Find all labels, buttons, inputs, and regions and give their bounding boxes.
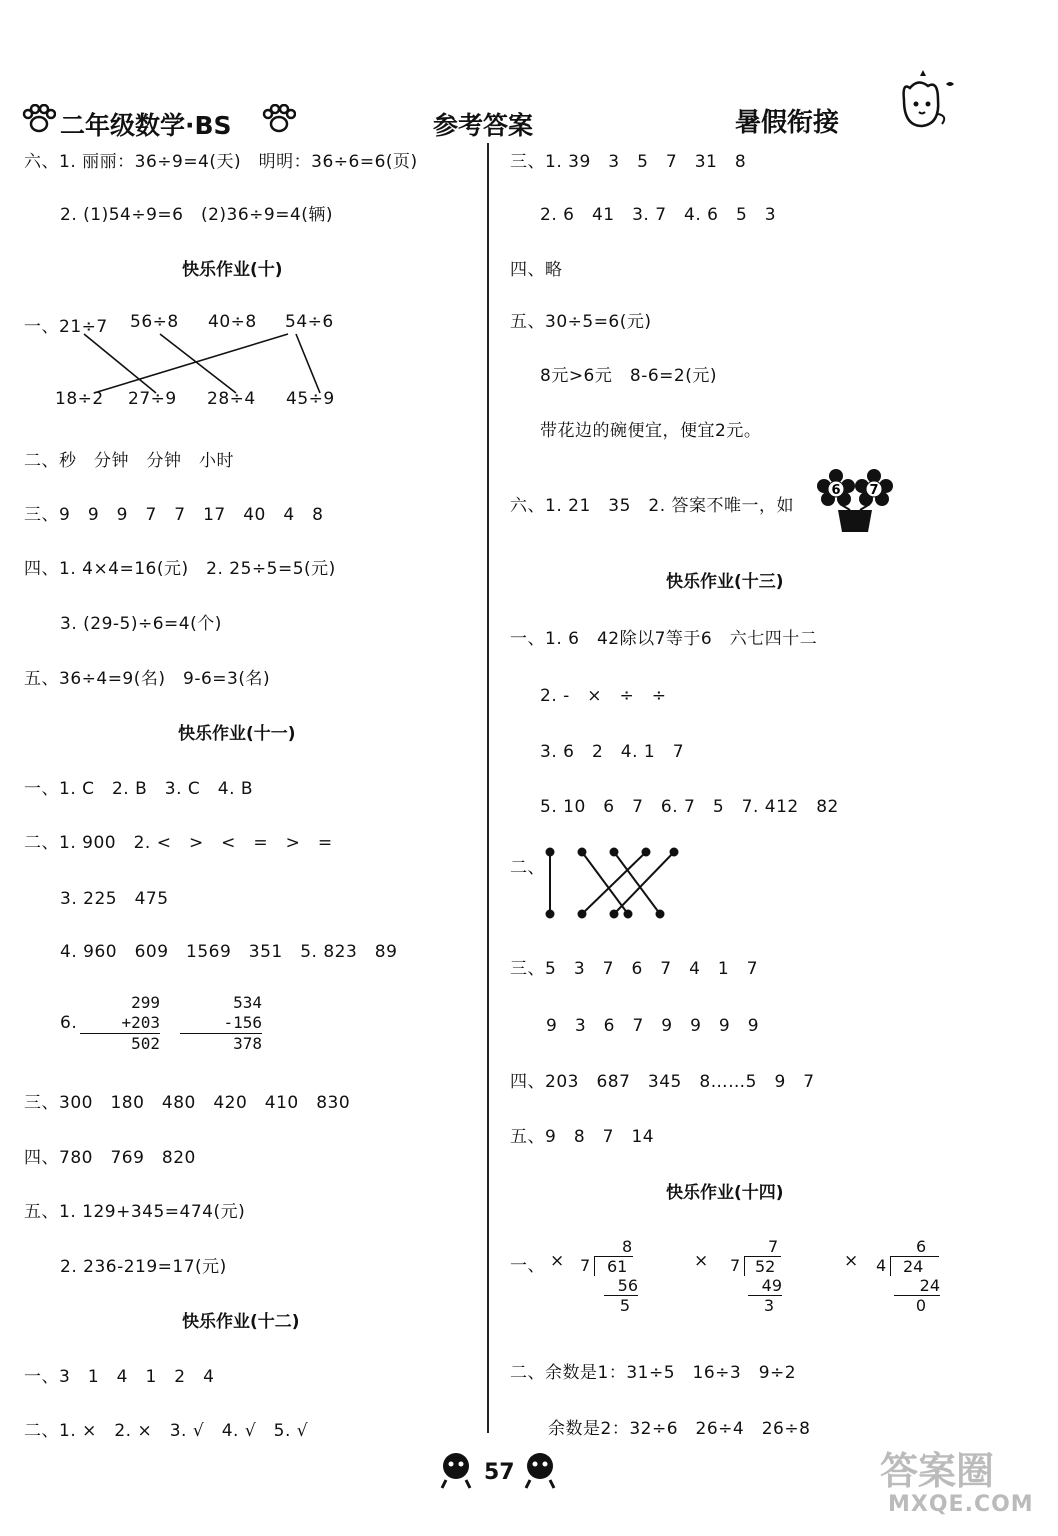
subject-title: 二年级数学·BS — [60, 111, 232, 140]
match-top-2: 40÷8 — [208, 312, 257, 332]
answer-line: 3. 6 2 4. 1 7 — [540, 742, 685, 762]
answer-line: 二、余数是1：31÷5 16÷3 9÷2 — [510, 1363, 797, 1383]
answer-line: 4. 960 609 1569 351 5. 823 89 — [60, 942, 398, 962]
answer-line: 六、1. 21 35 2. 答案不唯一，如 — [510, 496, 795, 516]
watermark-url: MXQE.COM — [888, 1492, 1034, 1517]
answer-line: 一、1. 6 42除以7等于6 六七四十二 — [510, 629, 818, 649]
section-title: 快乐作业(十四) — [666, 1183, 784, 1203]
answer-line: 四、780 769 820 — [24, 1148, 196, 1168]
vertical-addition — [80, 993, 160, 1054]
answer-line: 二、1. × 2. × 3. √ 4. √ 5. √ — [24, 1421, 309, 1441]
page-number: 57 — [484, 1460, 515, 1485]
matching-lines — [0, 0, 400, 420]
answer-label: 一、 — [510, 1256, 545, 1276]
mascot-right-icon — [522, 1450, 558, 1490]
answer-line: 三、5 3 7 6 7 4 1 7 — [510, 959, 759, 979]
answer-line: 带花边的碗便宜，便宜2元。 — [540, 421, 762, 441]
subtrahend: -156 — [223, 1013, 262, 1032]
answer-line: 三、300 180 480 420 410 830 — [24, 1093, 351, 1113]
section-title: 快乐作业(十) — [182, 260, 283, 280]
answer-line: 二、1. 900 2. < > < = > = — [24, 833, 333, 853]
answer-line: 2. - × ÷ ÷ — [540, 686, 667, 706]
minuend: 534 — [233, 993, 262, 1012]
answer-line: 五、30÷5=6(元) — [510, 312, 652, 332]
sum: 502 — [80, 1033, 160, 1054]
answer-line: 8元>6元 8-6=2(元) — [540, 366, 717, 386]
watermark-logo: 答案圈 — [880, 1449, 995, 1493]
answer-line: 余数是2：32÷6 26÷4 26÷8 — [548, 1419, 811, 1439]
answer-line: 一、1. C 2. B 3. C 4. B — [24, 779, 254, 799]
flower-number: 6 — [831, 483, 841, 498]
flower-number: 7 — [869, 483, 879, 498]
match-top-3: 54÷6 — [285, 312, 334, 332]
wrong-mark: × — [550, 1251, 565, 1271]
answer-line: 四、1. 4×4=16(元) 2. 25÷5=5(元) — [24, 559, 336, 579]
answer-line: 二、 — [510, 858, 545, 878]
match-top-0: 一、21÷7 — [24, 317, 108, 337]
vertical-subtraction — [180, 993, 262, 1054]
answer-line: 9 3 6 7 9 9 9 9 — [546, 1016, 760, 1036]
answer-line: 3. (29-5)÷6=4(个) — [60, 614, 222, 634]
mascot-left-icon — [438, 1450, 474, 1490]
answer-line: 五、1. 129+345=474(元) — [24, 1202, 246, 1222]
answer-line: 5. 10 6 7 6. 7 5 7. 412 82 — [540, 797, 839, 817]
match-bottom-3: 45÷9 — [286, 389, 335, 409]
match-bottom-1: 27÷9 — [128, 389, 177, 409]
match-bottom-0: 18÷2 — [55, 389, 104, 409]
answer-line: 五、36÷4=9(名) 9-6=3(名) — [24, 669, 271, 689]
match-bottom-2: 28÷4 — [207, 389, 256, 409]
answer-line: 三、1. 39 3 5 7 31 8 — [510, 152, 747, 172]
wrong-mark: × — [694, 1251, 709, 1271]
answer-label: 6. — [60, 1013, 78, 1033]
wrong-mark: × — [844, 1251, 859, 1271]
answer-line: 2. 236-219=17(元) — [60, 1257, 227, 1277]
answer-line: 2. 6 41 3. 7 4. 6 5 3 — [540, 205, 777, 225]
section-title: 快乐作业(十一) — [178, 724, 296, 744]
answer-line: 四、略 — [510, 260, 563, 280]
addend-2: +203 — [121, 1013, 160, 1032]
answer-line: 2. (1)54÷9=6 (2)36÷9=4(辆) — [60, 205, 334, 225]
answer-line: 六、1. 丽丽：36÷9=4(天) 明明：36÷6=6(页) — [24, 152, 418, 172]
match-top-1: 56÷8 — [130, 312, 179, 332]
cartoon-cat-icon — [888, 68, 960, 138]
section-title: 快乐作业(十二) — [182, 1312, 300, 1332]
section-title: 快乐作业(十三) — [666, 572, 784, 592]
page-title: 参考答案 — [433, 111, 534, 140]
addend-1: 299 — [131, 993, 160, 1012]
answer-line: 3. 225 475 — [60, 889, 169, 909]
dot-matching-lines — [540, 846, 690, 922]
answer-line: 三、9 9 9 7 7 17 40 4 8 — [24, 505, 324, 525]
difference: 378 — [180, 1033, 262, 1054]
column-divider — [487, 143, 489, 1433]
series-title: 暑假衔接 — [735, 108, 840, 138]
flower-pot-icon — [812, 468, 898, 534]
answer-line: 五、9 8 7 14 — [510, 1127, 655, 1147]
answer-line: 一、3 1 4 1 2 4 — [24, 1367, 215, 1387]
answer-line: 二、秒 分钟 分钟 小时 — [24, 451, 234, 471]
answer-line: 四、203 687 345 8……5 9 7 — [510, 1072, 815, 1092]
